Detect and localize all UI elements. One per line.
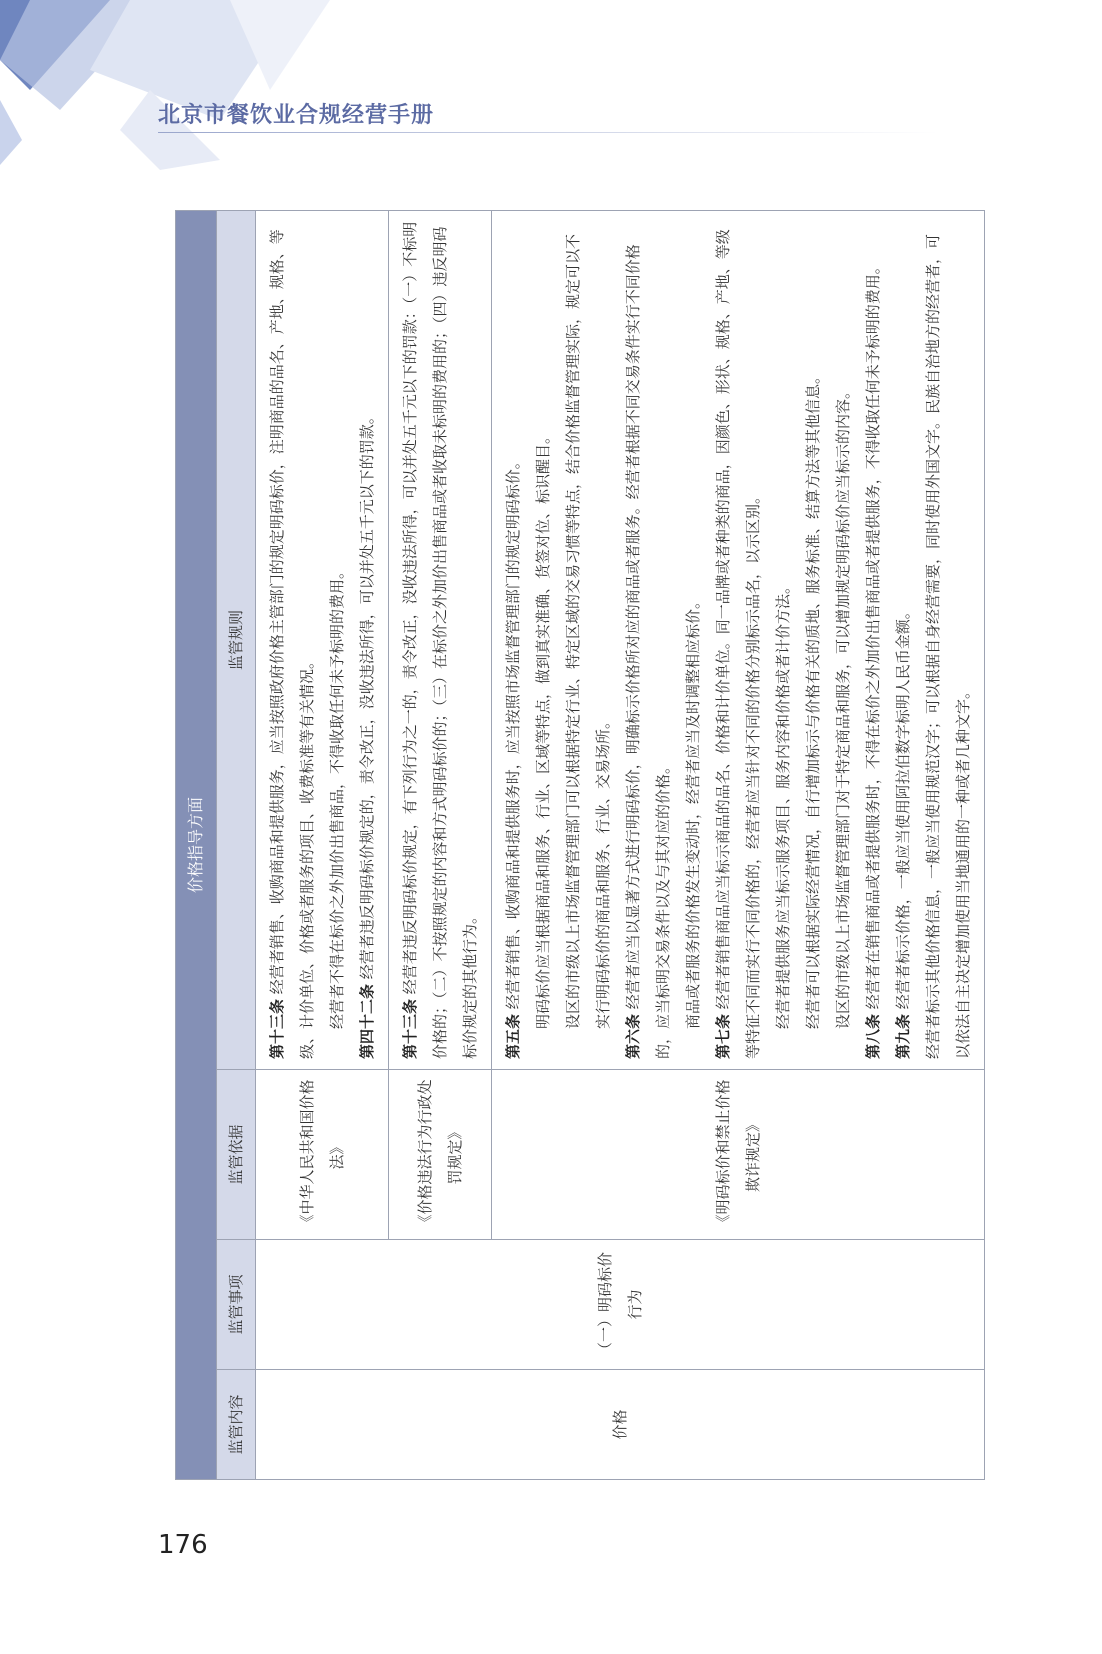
rules-cell: [389, 211, 492, 1070]
basis-cell: 《明码标价和禁止价格欺诈规定》: [492, 1070, 985, 1240]
table-row: [256, 211, 389, 1480]
rule-text: 商品或者服务的价格发生变动时，经营者应当及时调整相应标价。: [684, 593, 702, 1029]
rule-text: 经营者应当以显著方式进行明码标价，明确标示价格所对应的商品或者服务。经营者根据不同交易条件实行不同价格的，应当标明交易条件以及与其对应的价格。: [624, 244, 672, 1059]
rule-paragraph: [768, 221, 798, 1059]
rule-text: 经营者可以根据实际经营情况，自行增加标示与价格有关的质地、服务标准、结算方法等其他信息。: [804, 368, 822, 1029]
rule-paragraph: [528, 221, 558, 1059]
article-number: 第五条: [504, 1013, 522, 1059]
rule-paragraph: [918, 221, 978, 1059]
article-number: 第六条: [624, 1013, 642, 1059]
col-header-basis: 监管依据: [217, 1070, 256, 1240]
rules-cell: [256, 211, 389, 1070]
content-cell: 价格: [256, 1370, 985, 1480]
header-divider: [158, 132, 938, 133]
page-number: 176: [158, 1530, 208, 1560]
article-number: 第八条: [864, 1013, 882, 1059]
rule-text: 经营者违反明码标价规定，有下列行为之一的，责令改正，没收违法所得，可以并处五千元以下的罚款：（一）不标明价格的；（二）不按照规定的内容和方式明码标价的；（三）在标价之外加价出售商品或者收取未标明的费用的；（四）违反明码标价规定的其他行为。: [401, 221, 479, 1059]
col-header-item: 监管事项: [217, 1240, 256, 1370]
rule-paragraph: [708, 221, 768, 1059]
rule-text: 经营者不得在标价之外加价出售商品，不得收取任何未予标明的费用。: [328, 563, 346, 1029]
handbook-title: 北京市餐饮业合规经营手册: [158, 103, 435, 128]
rules-cell: [492, 211, 985, 1070]
rule-text: 经营者标示价格，一般应当使用阿拉伯数字标明人民币金额。: [894, 604, 912, 1014]
rule-paragraph: [678, 221, 708, 1059]
rule-paragraph: [262, 221, 322, 1059]
rule-text: 经营者违反明码标价规定的，责令改正，没收违法所得，可以并处五千元以下的罚款。: [358, 409, 376, 984]
rule-paragraph: [618, 221, 678, 1059]
article-number: 第七条: [714, 1013, 732, 1059]
rule-paragraph: [888, 221, 918, 1059]
rule-text: 经营者销售商品应当标示商品的品名、价格和计价单位。同一品牌或者种类的商品，因颜色、形状、规格、产地、等级等特征不同而实行不同价格的，经营者应当针对不同的价格分别标示品名，以示区别。: [714, 229, 762, 1059]
rule-text: 经营者标示其他价格信息，一般应当使用规范汉字；可以根据自身经营需要，同时使用外国文字。民族自治地方的经营者，可以依法自主决定增加使用当地通用的一种或者几种文字。: [924, 233, 972, 1059]
rule-text: 经营者在销售商品或者提供服务时，不得在标价之外加价出售商品或者提供服务，不得收取任何未予标明的费用。: [864, 259, 882, 1014]
rule-paragraph: [798, 221, 828, 1059]
rule-paragraph: [322, 221, 352, 1059]
corner-decoration: [0, 0, 340, 170]
rule-text: 明码标价应当根据商品和服务、行业、区域等特点，做到真实准确、货签对位、标识醒目。: [534, 428, 552, 1029]
article-number: 第四十二条: [358, 983, 376, 1059]
article-number: 第十三条: [268, 998, 286, 1059]
rule-text: 设区的市级以上市场监督管理部门可以根据特定行业、特定区域的交易习惯等特点，结合价格监督管理实际，规定可以不实行明码标价的商品和服务、行业、交易场所。: [564, 233, 612, 1029]
rule-paragraph: [352, 221, 382, 1059]
rule-text: 设区的市级以上市场监督管理部门对于特定商品和服务，可以增加规定明码标价应当标示的内容。: [834, 383, 852, 1029]
basis-cell: 《中华人民共和国价格法》: [256, 1070, 389, 1240]
basis-cell: 《价格违法行为行政处罚规定》: [389, 1070, 492, 1240]
rule-paragraph: [498, 221, 528, 1059]
rule-paragraph: [558, 221, 618, 1059]
rule-paragraph: [858, 221, 888, 1059]
regulation-table: [175, 210, 972, 1480]
article-number: 第十三条: [401, 998, 419, 1059]
col-header-rules: 监管规则: [217, 211, 256, 1070]
rule-text: 经营者销售、收购商品和提供服务时，应当按照市场监督管理部门的规定明码标价。: [504, 454, 522, 1014]
article-number: 第九条: [894, 1013, 912, 1059]
item-cell: （一）明码标价行为: [256, 1240, 985, 1370]
rule-paragraph: [828, 221, 858, 1059]
rule-text: 经营者提供服务应当标示服务项目、服务内容和价格或者计价方法。: [774, 578, 792, 1029]
rule-paragraph: [395, 221, 485, 1059]
rule-text: 经营者销售、收购商品和提供服务，应当按照政府价格主管部门的规定明码标价，注明商品的品名、产地、规格、等级、计价单位、价格或者服务的项目、收费标准等有关情况。: [268, 229, 316, 1059]
table-band-title: 价格指导方面: [176, 211, 217, 1480]
col-header-content: 监管内容: [217, 1370, 256, 1480]
